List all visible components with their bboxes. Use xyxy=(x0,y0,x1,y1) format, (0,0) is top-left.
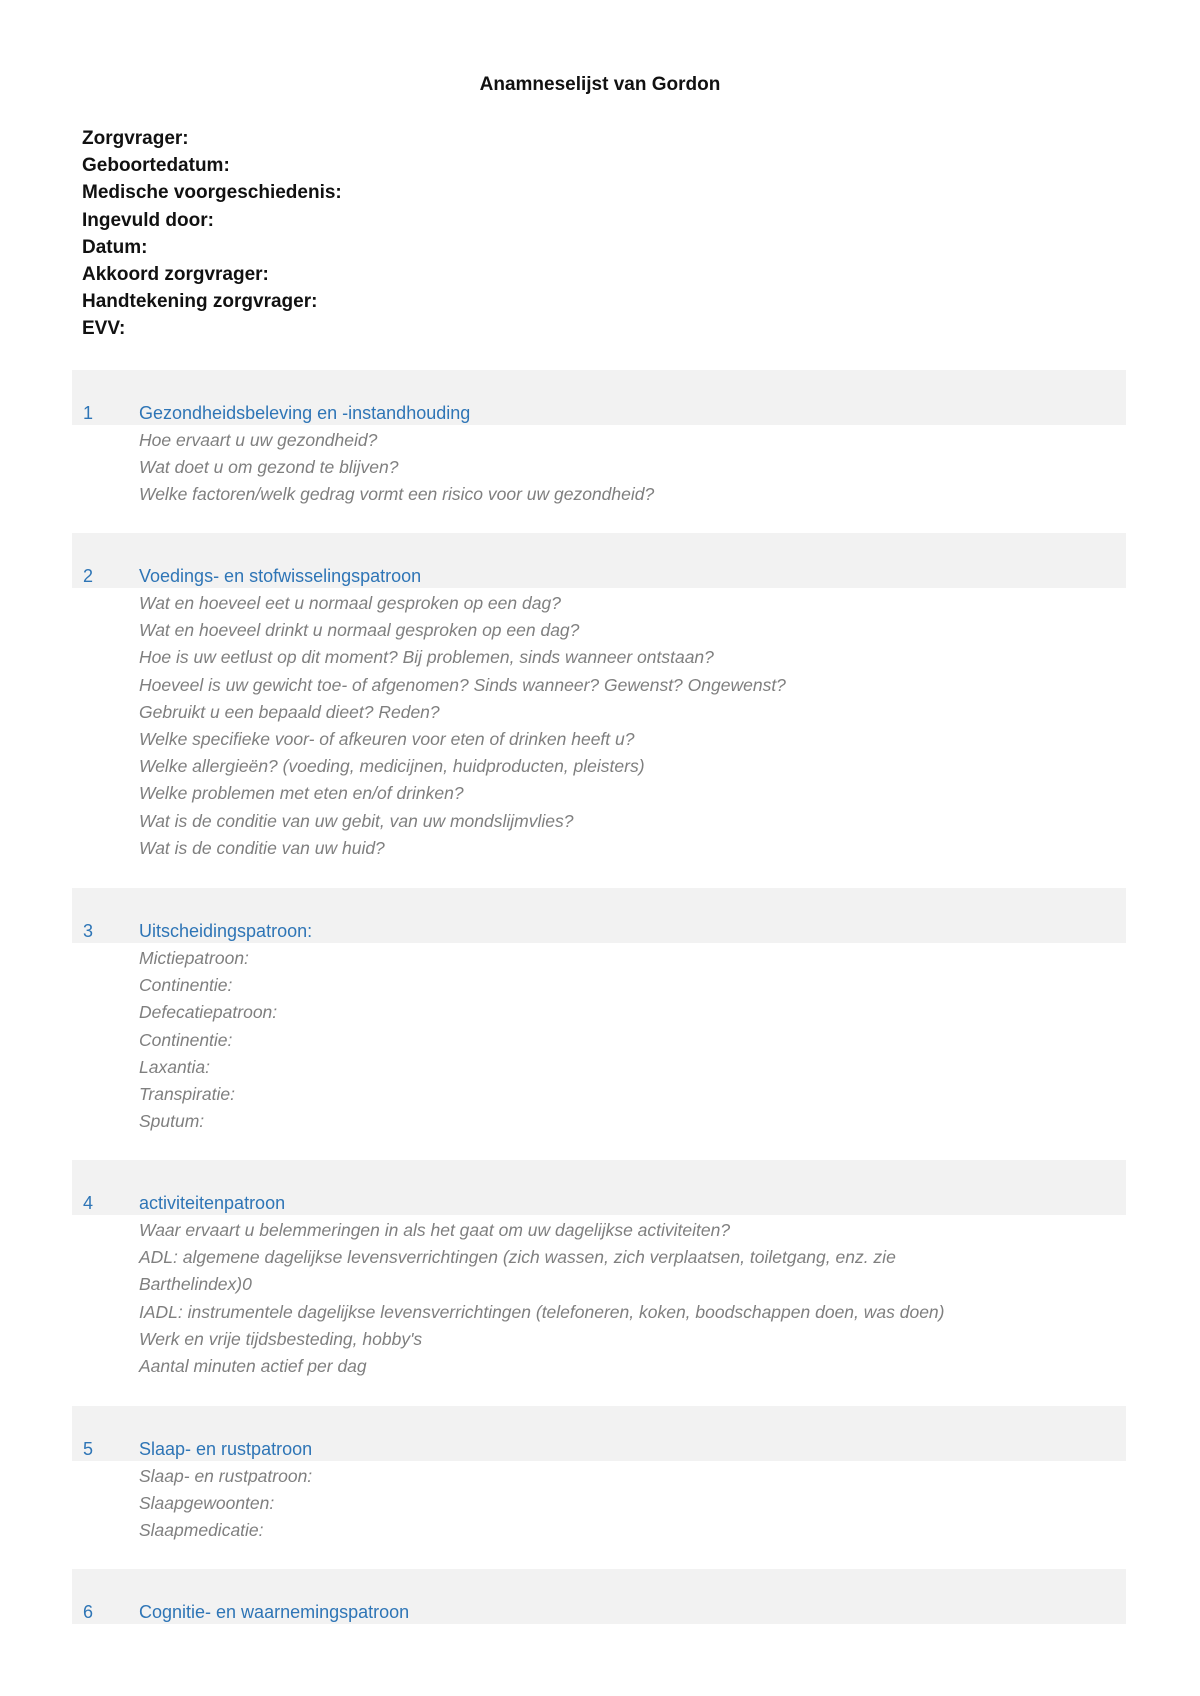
section-title: Uitscheidingspatroon: xyxy=(139,921,313,941)
question: Laxantia: xyxy=(139,1056,211,1077)
question: Slaap- en rustpatroon: xyxy=(139,1466,313,1486)
section-header xyxy=(72,370,1126,425)
question: Wat is de conditie van uw gebit, van uw mondslijmvlies? xyxy=(139,810,574,831)
question: Waar ervaart u belemmeringen in als het gaat om uw dagelijkse activiteiten? xyxy=(139,1220,731,1240)
question: Wat en hoeveel drinkt u normaal gesproken op een dag? xyxy=(139,620,580,641)
section-header xyxy=(72,888,1126,943)
field-datum: Datum: xyxy=(82,236,148,258)
question-list xyxy=(139,1461,1126,1545)
field-zorgvrager: Zorgvrager: xyxy=(82,128,189,149)
section-number: 2 xyxy=(83,566,94,586)
section-title: Gezondheidsbeleving en -instandhouding xyxy=(139,403,471,423)
question: Defecatiepatroon: xyxy=(139,1002,278,1023)
question: Welke factoren/welk gedrag vormt een risico voor uw gezondheid? xyxy=(139,484,655,505)
document-title: Anamneselijst van Gordon xyxy=(479,74,721,95)
section-number: 5 xyxy=(83,1439,94,1459)
field-geboortedatum: Geboortedatum: xyxy=(82,155,230,177)
question: Hoe ervaart u uw gezondheid? xyxy=(139,430,378,450)
section-title: activiteitenpatroon xyxy=(139,1193,286,1213)
field-medische-voorgeschiedenis: Medische voorgeschiedenis: xyxy=(82,182,342,204)
section-4 xyxy=(72,1160,1126,1380)
question: Slaapgewoonten: xyxy=(139,1493,275,1514)
section-title: Voedings- en stofwisselingspatroon xyxy=(139,566,422,586)
question: Barthelindex)0 xyxy=(139,1274,252,1295)
question: ADL: algemene dagelijkse levensverrichtingen (zich wassen, zich verplaatsen, toiletgang, enz. zie xyxy=(139,1247,896,1268)
section-header xyxy=(72,533,1126,588)
section-3 xyxy=(72,888,1126,1135)
section-title: Cognitie- en waarnemingspatroon xyxy=(139,1602,410,1622)
section-number: 3 xyxy=(83,921,94,941)
question: Sputum: xyxy=(139,1111,205,1132)
section-5 xyxy=(72,1406,1126,1545)
section-header xyxy=(72,1406,1126,1461)
question: Mictiepatroon: xyxy=(139,948,249,968)
question: Wat doet u om gezond te blijven? xyxy=(139,457,399,478)
section-title: Slaap- en rustpatroon xyxy=(139,1439,313,1459)
field-ingevuld-door: Ingevuld door: xyxy=(82,209,214,231)
question: Continentie: xyxy=(139,1029,233,1050)
question: Gebruikt u een bepaald dieet? Reden? xyxy=(139,701,440,722)
question: IADL: instrumentele dagelijkse levensverrichtingen (telefoneren, koken, boodschappen doen, was doen) xyxy=(139,1301,945,1322)
section-1 xyxy=(72,370,1126,509)
patient-fields xyxy=(82,125,342,343)
question-list xyxy=(139,425,1126,509)
section-number: 4 xyxy=(83,1193,94,1213)
question: Wat en hoeveel eet u normaal gesproken op een dag? xyxy=(139,593,561,613)
question: Continentie: xyxy=(139,975,233,996)
section-number: 6 xyxy=(83,1602,94,1622)
field-handtekening-zorgvrager: Handtekening zorgvrager: xyxy=(82,291,318,313)
section-6 xyxy=(72,1569,1126,1624)
section-header xyxy=(72,1569,1126,1624)
question: Aantal minuten actief per dag xyxy=(139,1356,367,1377)
question: Slaapmedicatie: xyxy=(139,1520,264,1541)
section-2 xyxy=(72,533,1126,862)
question-list xyxy=(139,943,1126,1135)
section-header xyxy=(72,1160,1126,1215)
question: Transpiratie: xyxy=(139,1084,235,1105)
question: Hoeveel is uw gewicht toe- of afgenomen? Sinds wanneer? Gewenst? Ongewenst? xyxy=(139,674,786,695)
field-akkoord-zorgvrager: Akkoord zorgvrager: xyxy=(82,264,269,286)
question: Hoe is uw eetlust op dit moment? Bij problemen, sinds wanneer ontstaan? xyxy=(139,647,714,668)
question-list xyxy=(139,1215,1126,1380)
section-number: 1 xyxy=(83,403,94,423)
field-evv: EVV: xyxy=(82,318,126,340)
question: Welke specifieke voor- of afkeuren voor eten of drinken heeft u? xyxy=(139,729,635,750)
question: Werk en vrije tijdsbesteding, hobby's xyxy=(139,1328,423,1349)
question-list xyxy=(139,588,1126,862)
question: Welke problemen met eten en/of drinken? xyxy=(139,783,464,804)
question: Wat is de conditie van uw huid? xyxy=(139,837,385,858)
question: Welke allergieën? (voeding, medicijnen, huidproducten, pleisters) xyxy=(139,756,645,777)
